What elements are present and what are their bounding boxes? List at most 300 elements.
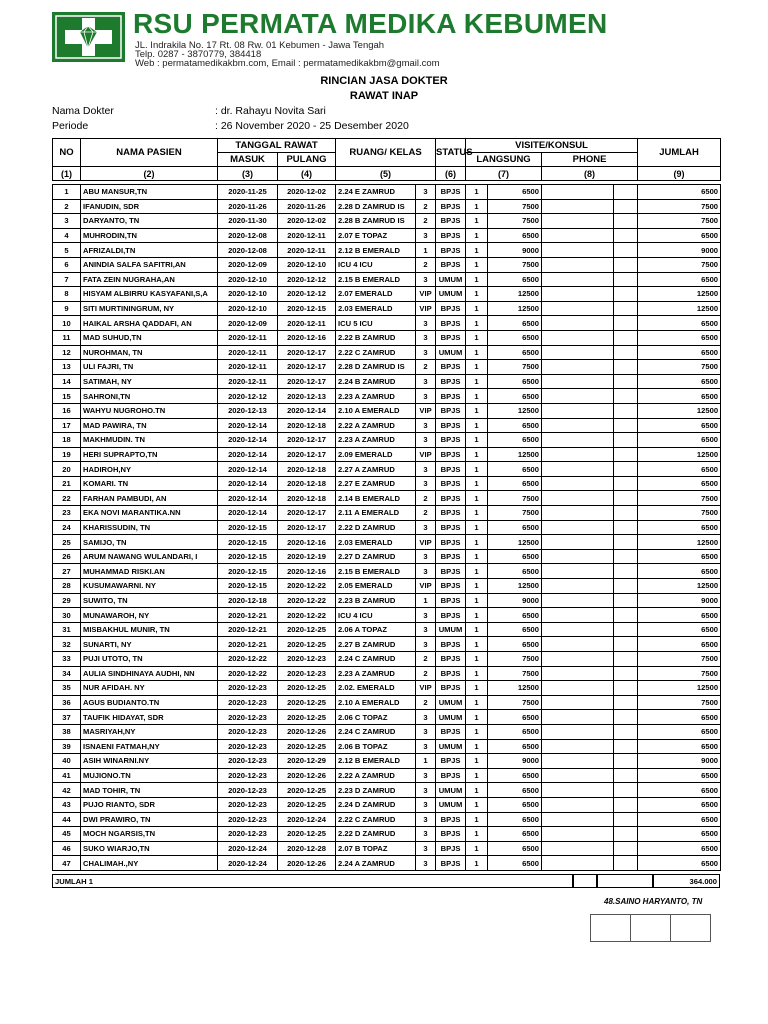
row-no: 23 xyxy=(53,506,81,521)
row-status: BPJS xyxy=(436,447,466,462)
row-amount: 6500 xyxy=(638,549,721,564)
row-phone-fee xyxy=(614,579,638,594)
row-visit-count: 1 xyxy=(466,272,488,287)
row-date-in: 2020-12-21 xyxy=(218,608,278,623)
row-date-out: 2020-12-25 xyxy=(278,695,336,710)
row-amount: 6500 xyxy=(638,827,721,842)
row-phone-fee xyxy=(614,433,638,448)
row-phone-count xyxy=(542,360,614,375)
row-class: 3 xyxy=(416,812,436,827)
row-amount: 6500 xyxy=(638,418,721,433)
row-date-in: 2020-12-23 xyxy=(218,827,278,842)
row-date-out: 2020-12-17 xyxy=(278,345,336,360)
row-visit-fee: 6500 xyxy=(488,608,542,623)
row-date-out: 2020-12-18 xyxy=(278,462,336,477)
row-amount: 6500 xyxy=(638,433,721,448)
row-phone-fee xyxy=(614,622,638,637)
row-room: 2.12 B EMERALD xyxy=(336,754,416,769)
row-room: 2.27 E ZAMRUD xyxy=(336,476,416,491)
row-visit-count: 1 xyxy=(466,199,488,214)
row-date-in: 2020-12-23 xyxy=(218,812,278,827)
row-date-in: 2020-12-23 xyxy=(218,710,278,725)
row-status: BPJS xyxy=(436,812,466,827)
row-room: 2.06 B TOPAZ xyxy=(336,739,416,754)
row-amount: 6500 xyxy=(638,856,721,871)
total-value: 364.000 xyxy=(653,874,720,888)
row-phone-count xyxy=(542,812,614,827)
row-status: BPJS xyxy=(436,856,466,871)
row-phone-fee xyxy=(614,856,638,871)
row-patient-name: IFANUDIN, SDR xyxy=(81,199,218,214)
row-date-in: 2020-11-30 xyxy=(218,214,278,229)
row-visit-fee: 6500 xyxy=(488,462,542,477)
row-no: 1 xyxy=(53,185,81,200)
table-row xyxy=(53,403,721,418)
table-row xyxy=(53,287,721,302)
row-phone-fee xyxy=(614,345,638,360)
row-class: 3 xyxy=(416,433,436,448)
row-room: 2.27 D ZAMRUD xyxy=(336,549,416,564)
row-patient-name: AGUS BUDIANTO.TN xyxy=(81,695,218,710)
table-row xyxy=(53,812,721,827)
row-class: VIP xyxy=(416,681,436,696)
row-status: BPJS xyxy=(436,549,466,564)
row-visit-count: 1 xyxy=(466,593,488,608)
row-phone-count xyxy=(542,520,614,535)
table-row xyxy=(53,374,721,389)
table-row xyxy=(53,360,721,375)
row-room: 2.11 A EMERALD xyxy=(336,506,416,521)
row-patient-name: HERI SUPRAPTO,TN xyxy=(81,447,218,462)
row-patient-name: SUKO WIARJO,TN xyxy=(81,841,218,856)
row-phone-count xyxy=(542,783,614,798)
period-value: : 26 November 2020 - 25 Desember 2020 xyxy=(215,120,409,132)
row-phone-count xyxy=(542,374,614,389)
col-pulang-header: PULANG xyxy=(278,153,336,167)
row-status: BPJS xyxy=(436,637,466,652)
row-status: BPJS xyxy=(436,608,466,623)
row-phone-fee xyxy=(614,418,638,433)
row-date-out: 2020-11-26 xyxy=(278,199,336,214)
row-room: ICU 4 ICU xyxy=(336,608,416,623)
row-class: 3 xyxy=(416,827,436,842)
row-no: 13 xyxy=(53,360,81,375)
row-class: 3 xyxy=(416,549,436,564)
row-class: 3 xyxy=(416,783,436,798)
row-amount: 6500 xyxy=(638,389,721,404)
row-date-out: 2020-12-17 xyxy=(278,447,336,462)
row-room: 2.23 A ZAMRUD xyxy=(336,666,416,681)
row-date-out: 2020-12-25 xyxy=(278,710,336,725)
signature-box xyxy=(590,914,631,942)
row-date-in: 2020-12-23 xyxy=(218,681,278,696)
row-room: 2.24 C ZAMRUD xyxy=(336,652,416,667)
row-patient-name: MAD PAWIRA, TN xyxy=(81,418,218,433)
row-no: 28 xyxy=(53,579,81,594)
row-date-out: 2020-12-11 xyxy=(278,316,336,331)
col-masuk-header: MASUK xyxy=(218,153,278,167)
row-amount: 6500 xyxy=(638,374,721,389)
row-class: 2 xyxy=(416,257,436,272)
row-date-out: 2020-12-11 xyxy=(278,243,336,258)
table-row xyxy=(53,579,721,594)
row-patient-name: SAMIJO, TN xyxy=(81,535,218,550)
row-date-in: 2020-12-09 xyxy=(218,316,278,331)
row-date-in: 2020-12-21 xyxy=(218,622,278,637)
row-patient-name: PUJO RIANTO, SDR xyxy=(81,797,218,812)
row-amount: 12500 xyxy=(638,681,721,696)
row-visit-fee: 6500 xyxy=(488,316,542,331)
row-status: BPJS xyxy=(436,214,466,229)
row-room: 2.07 E TOPAZ xyxy=(336,228,416,243)
row-phone-count xyxy=(542,666,614,681)
row-phone-fee xyxy=(614,681,638,696)
row-visit-count: 1 xyxy=(466,841,488,856)
row-phone-count xyxy=(542,535,614,550)
row-date-out: 2020-12-25 xyxy=(278,739,336,754)
row-date-in: 2020-12-15 xyxy=(218,564,278,579)
row-amount: 6500 xyxy=(638,316,721,331)
row-phone-count xyxy=(542,199,614,214)
row-patient-name: ULI FAJRI, TN xyxy=(81,360,218,375)
row-phone-fee xyxy=(614,652,638,667)
row-phone-fee xyxy=(614,768,638,783)
row-date-out: 2020-12-25 xyxy=(278,783,336,798)
row-phone-fee xyxy=(614,520,638,535)
row-phone-count xyxy=(542,476,614,491)
row-visit-fee: 6500 xyxy=(488,739,542,754)
col-ruang-kelas-header: RUANG/ KELAS xyxy=(336,139,436,167)
row-room: 2.24 B ZAMRUD xyxy=(336,374,416,389)
row-visit-count: 1 xyxy=(466,403,488,418)
row-phone-count xyxy=(542,389,614,404)
row-patient-name: ANINDIA SALFA SAFITRI,AN xyxy=(81,257,218,272)
table-row xyxy=(53,695,721,710)
row-visit-count: 1 xyxy=(466,652,488,667)
table-row xyxy=(53,652,721,667)
row-date-in: 2020-12-23 xyxy=(218,797,278,812)
row-patient-name: MISBAKHUL MUNIR, TN xyxy=(81,622,218,637)
row-date-out: 2020-12-22 xyxy=(278,579,336,594)
row-phone-count xyxy=(542,564,614,579)
table-row xyxy=(53,724,721,739)
row-phone-count xyxy=(542,739,614,754)
row-status: UMUM xyxy=(436,695,466,710)
row-amount: 7500 xyxy=(638,695,721,710)
row-room: 2.22 B ZAMRUD xyxy=(336,330,416,345)
row-date-out: 2020-12-25 xyxy=(278,637,336,652)
row-visit-fee: 6500 xyxy=(488,856,542,871)
hospital-name: RSU PERMATA MEDIKA KEBUMEN xyxy=(133,8,608,39)
row-date-out: 2020-12-24 xyxy=(278,812,336,827)
row-room: 2.28 D ZAMRUD IS xyxy=(336,199,416,214)
row-visit-count: 1 xyxy=(466,257,488,272)
row-no: 27 xyxy=(53,564,81,579)
row-status: BPJS xyxy=(436,462,466,477)
row-phone-count xyxy=(542,316,614,331)
row-visit-count: 1 xyxy=(466,739,488,754)
row-visit-count: 1 xyxy=(466,681,488,696)
row-amount: 9000 xyxy=(638,593,721,608)
row-visit-count: 1 xyxy=(466,389,488,404)
row-phone-count xyxy=(542,652,614,667)
row-status: BPJS xyxy=(436,228,466,243)
row-amount: 6500 xyxy=(638,564,721,579)
row-no: 34 xyxy=(53,666,81,681)
row-phone-fee xyxy=(614,462,638,477)
row-date-in: 2020-12-12 xyxy=(218,389,278,404)
row-date-out: 2020-12-25 xyxy=(278,681,336,696)
row-phone-fee xyxy=(614,476,638,491)
table-row xyxy=(53,506,721,521)
row-date-in: 2020-12-09 xyxy=(218,257,278,272)
row-room: 2.12 B EMERALD xyxy=(336,243,416,258)
row-patient-name: EKA NOVI MARANTIKA.NN xyxy=(81,506,218,521)
row-date-in: 2020-12-15 xyxy=(218,549,278,564)
row-room: 2.10 A EMERALD xyxy=(336,403,416,418)
row-phone-count xyxy=(542,724,614,739)
row-phone-count xyxy=(542,637,614,652)
row-phone-count xyxy=(542,827,614,842)
row-visit-fee: 7500 xyxy=(488,360,542,375)
row-date-out: 2020-12-15 xyxy=(278,301,336,316)
table-row xyxy=(53,783,721,798)
row-patient-name: MAD SUHUD,TN xyxy=(81,330,218,345)
row-date-out: 2020-12-02 xyxy=(278,214,336,229)
row-no: 6 xyxy=(53,257,81,272)
row-phone-fee xyxy=(614,783,638,798)
patient-rows xyxy=(53,185,721,871)
row-date-out: 2020-12-26 xyxy=(278,856,336,871)
row-phone-count xyxy=(542,797,614,812)
row-class: 3 xyxy=(416,389,436,404)
row-visit-fee: 6500 xyxy=(488,564,542,579)
row-phone-count xyxy=(542,622,614,637)
row-no: 29 xyxy=(53,593,81,608)
row-class: 1 xyxy=(416,754,436,769)
row-phone-fee xyxy=(614,316,638,331)
row-visit-count: 1 xyxy=(466,724,488,739)
row-no: 3 xyxy=(53,214,81,229)
row-patient-name: SITI MURTININGRUM, NY xyxy=(81,301,218,316)
row-class: 2 xyxy=(416,491,436,506)
table-row xyxy=(53,856,721,871)
signature-box xyxy=(670,914,711,942)
hospital-address: JL. Indrakila No. 17 Rt. 08 Rw. 01 Kebumen - Jawa Tengah xyxy=(135,40,385,51)
row-visit-fee: 12500 xyxy=(488,447,542,462)
row-date-in: 2020-12-24 xyxy=(218,856,278,871)
row-amount: 6500 xyxy=(638,476,721,491)
row-phone-fee xyxy=(614,593,638,608)
row-amount: 6500 xyxy=(638,622,721,637)
row-amount: 6500 xyxy=(638,520,721,535)
row-no: 33 xyxy=(53,652,81,667)
table-row xyxy=(53,797,721,812)
row-phone-count xyxy=(542,330,614,345)
row-visit-fee: 6500 xyxy=(488,520,542,535)
row-visit-fee: 6500 xyxy=(488,622,542,637)
table-row xyxy=(53,316,721,331)
row-phone-fee xyxy=(614,739,638,754)
row-status: BPJS xyxy=(436,476,466,491)
row-visit-count: 1 xyxy=(466,520,488,535)
row-phone-fee xyxy=(614,724,638,739)
row-no: 11 xyxy=(53,330,81,345)
row-visit-count: 1 xyxy=(466,228,488,243)
row-status: BPJS xyxy=(436,681,466,696)
row-phone-count xyxy=(542,185,614,200)
row-status: BPJS xyxy=(436,243,466,258)
row-visit-fee: 7500 xyxy=(488,257,542,272)
row-no: 38 xyxy=(53,724,81,739)
row-class: 3 xyxy=(416,856,436,871)
table-row xyxy=(53,564,721,579)
table-row xyxy=(53,841,721,856)
row-visit-count: 1 xyxy=(466,476,488,491)
row-patient-name: HADIROH,NY xyxy=(81,462,218,477)
row-visit-fee: 6500 xyxy=(488,827,542,842)
row-date-in: 2020-12-22 xyxy=(218,666,278,681)
row-phone-fee xyxy=(614,199,638,214)
row-no: 25 xyxy=(53,535,81,550)
row-patient-name: MUHRODIN,TN xyxy=(81,228,218,243)
row-visit-fee: 6500 xyxy=(488,724,542,739)
row-date-in: 2020-12-23 xyxy=(218,783,278,798)
row-date-in: 2020-12-14 xyxy=(218,506,278,521)
row-date-in: 2020-12-23 xyxy=(218,695,278,710)
row-amount: 7500 xyxy=(638,491,721,506)
row-no: 30 xyxy=(53,608,81,623)
row-date-in: 2020-12-15 xyxy=(218,520,278,535)
row-phone-fee xyxy=(614,754,638,769)
table-row xyxy=(53,272,721,287)
row-date-in: 2020-12-08 xyxy=(218,243,278,258)
row-date-in: 2020-12-11 xyxy=(218,330,278,345)
row-phone-count xyxy=(542,710,614,725)
row-visit-fee: 6500 xyxy=(488,228,542,243)
row-date-out: 2020-12-18 xyxy=(278,418,336,433)
row-room: 2.07 B TOPAZ xyxy=(336,841,416,856)
row-visit-fee: 6500 xyxy=(488,812,542,827)
row-phone-count xyxy=(542,593,614,608)
row-room: 2.23 A ZAMRUD xyxy=(336,389,416,404)
row-patient-name: NUROHMAN, TN xyxy=(81,345,218,360)
row-visit-count: 1 xyxy=(466,783,488,798)
total-empty-cell xyxy=(597,874,653,888)
row-amount: 6500 xyxy=(638,608,721,623)
row-class: 3 xyxy=(416,710,436,725)
row-phone-count xyxy=(542,681,614,696)
row-room: 2.22 C ZAMRUD xyxy=(336,345,416,360)
row-phone-fee xyxy=(614,389,638,404)
row-visit-fee: 12500 xyxy=(488,579,542,594)
row-no: 22 xyxy=(53,491,81,506)
row-room: 2.02. EMERALD xyxy=(336,681,416,696)
row-status: BPJS xyxy=(436,185,466,200)
row-phone-count xyxy=(542,447,614,462)
row-room: 2.06 A TOPAZ xyxy=(336,622,416,637)
row-visit-fee: 7500 xyxy=(488,652,542,667)
row-no: 21 xyxy=(53,476,81,491)
row-amount: 12500 xyxy=(638,579,721,594)
row-status: BPJS xyxy=(436,579,466,594)
col-nama-pasien-header: NAMA PASIEN xyxy=(81,139,218,167)
row-no: 36 xyxy=(53,695,81,710)
row-date-out: 2020-12-16 xyxy=(278,535,336,550)
table-row xyxy=(53,739,721,754)
row-status: BPJS xyxy=(436,506,466,521)
row-visit-fee: 6500 xyxy=(488,637,542,652)
table-row xyxy=(53,330,721,345)
col-number: (1) xyxy=(53,167,81,181)
row-date-out: 2020-12-28 xyxy=(278,841,336,856)
document-title: RINCIAN JASA DOKTER xyxy=(320,75,448,87)
row-date-out: 2020-12-17 xyxy=(278,506,336,521)
row-visit-count: 1 xyxy=(466,491,488,506)
row-visit-fee: 6500 xyxy=(488,374,542,389)
row-amount: 7500 xyxy=(638,652,721,667)
row-room: 2.23 D ZAMRUD xyxy=(336,783,416,798)
table-row xyxy=(53,462,721,477)
row-date-out: 2020-12-18 xyxy=(278,491,336,506)
row-visit-count: 1 xyxy=(466,856,488,871)
row-status: BPJS xyxy=(436,257,466,272)
row-room: 2.03 EMERALD xyxy=(336,301,416,316)
row-date-out: 2020-12-25 xyxy=(278,797,336,812)
row-visit-fee: 12500 xyxy=(488,287,542,302)
col-number: (7) xyxy=(466,167,542,181)
row-no: 14 xyxy=(53,374,81,389)
row-patient-name: ISNAENI FATMAH,NY xyxy=(81,739,218,754)
row-visit-count: 1 xyxy=(466,301,488,316)
hospital-phone: Telp. 0287 - 3870779, 384418 xyxy=(135,49,262,60)
row-phone-fee xyxy=(614,491,638,506)
row-room: 2.15 B EMERALD xyxy=(336,564,416,579)
row-date-in: 2020-12-10 xyxy=(218,287,278,302)
diamond-cross-logo-icon xyxy=(52,12,125,62)
col-number: (9) xyxy=(638,167,721,181)
row-status: BPJS xyxy=(436,593,466,608)
row-phone-count xyxy=(542,768,614,783)
row-visit-fee: 6500 xyxy=(488,345,542,360)
row-room: 2.10 A EMERALD xyxy=(336,695,416,710)
row-phone-count xyxy=(542,345,614,360)
row-room: 2.22 D ZAMRUD xyxy=(336,520,416,535)
row-visit-fee: 6500 xyxy=(488,433,542,448)
row-phone-fee xyxy=(614,185,638,200)
row-visit-count: 1 xyxy=(466,287,488,302)
row-status: BPJS xyxy=(436,418,466,433)
row-visit-fee: 6500 xyxy=(488,185,542,200)
table-row xyxy=(53,214,721,229)
row-class: 3 xyxy=(416,768,436,783)
row-date-in: 2020-12-14 xyxy=(218,491,278,506)
table-row xyxy=(53,199,721,214)
table-row xyxy=(53,593,721,608)
row-no: 31 xyxy=(53,622,81,637)
total-empty-cell xyxy=(573,874,597,888)
row-visit-count: 1 xyxy=(466,622,488,637)
row-class: 3 xyxy=(416,724,436,739)
row-no: 10 xyxy=(53,316,81,331)
row-amount: 6500 xyxy=(638,768,721,783)
row-date-in: 2020-12-08 xyxy=(218,228,278,243)
row-patient-name: WAHYU NUGROHO.TN xyxy=(81,403,218,418)
row-visit-count: 1 xyxy=(466,506,488,521)
row-class: VIP xyxy=(416,301,436,316)
row-class: 2 xyxy=(416,199,436,214)
table-row xyxy=(53,754,721,769)
